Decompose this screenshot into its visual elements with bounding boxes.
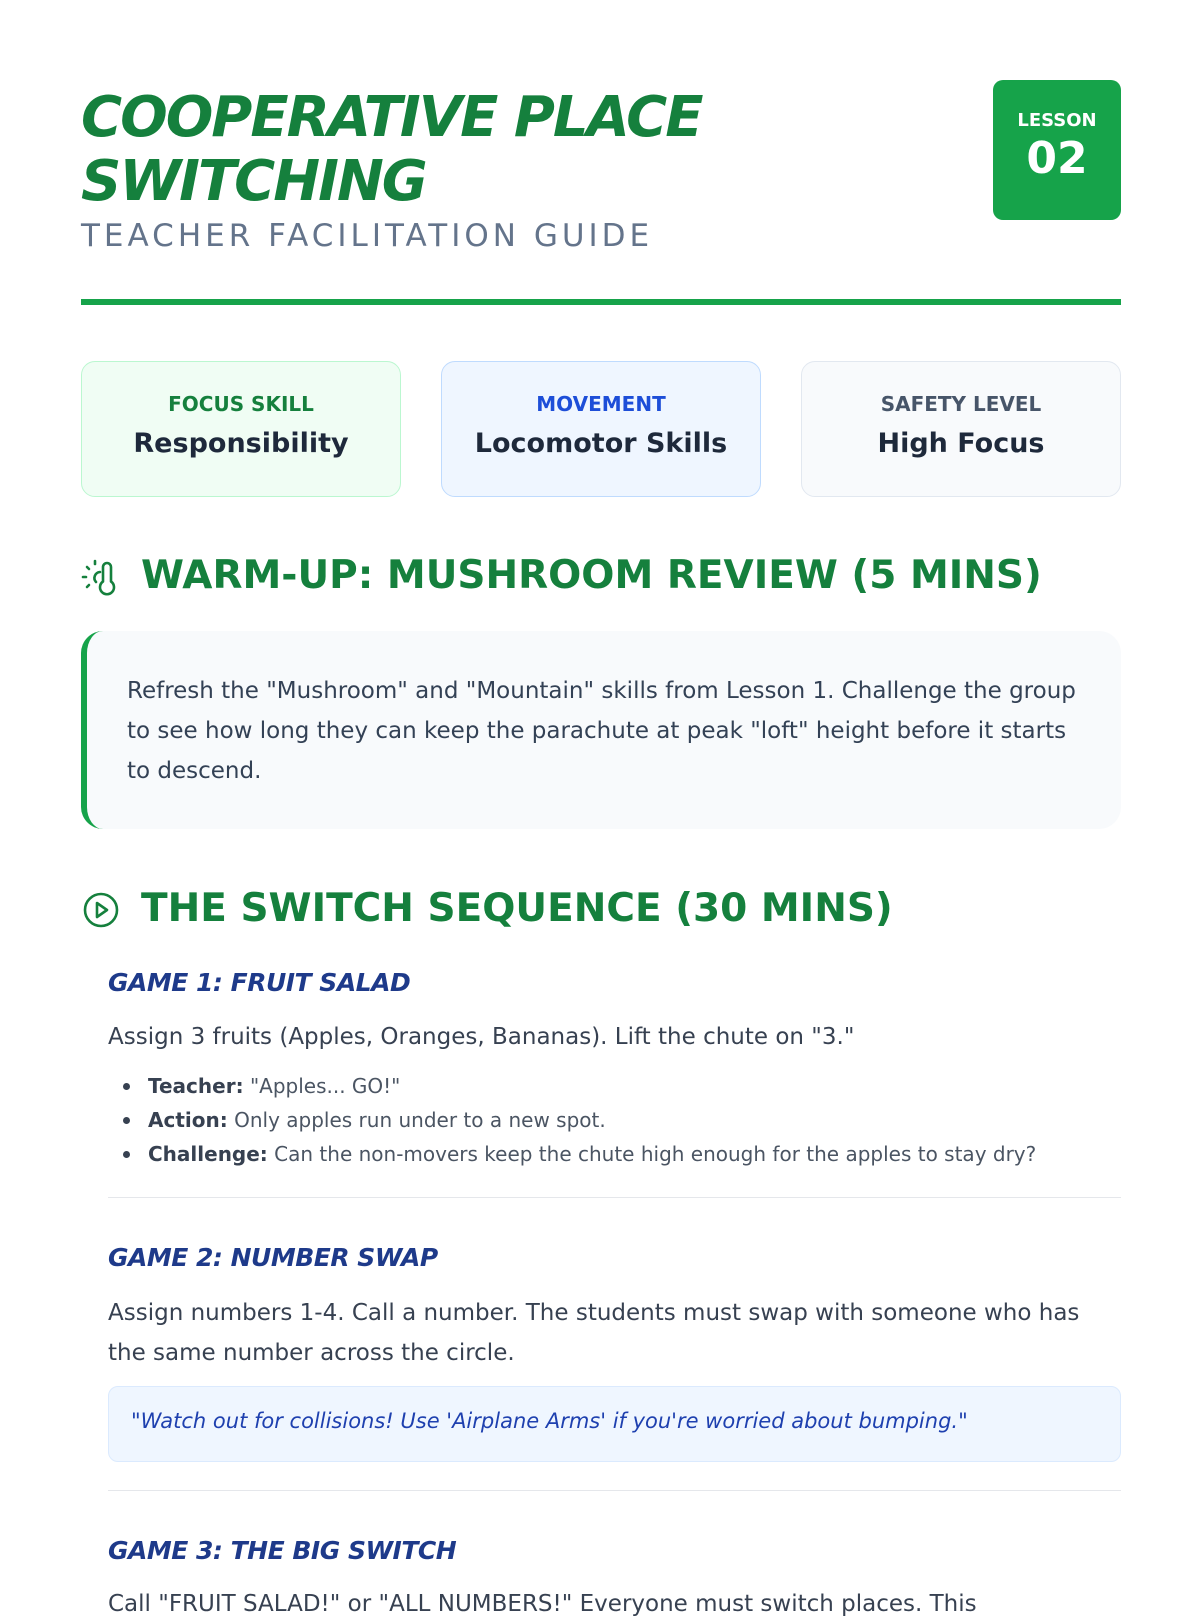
lesson-badge [993, 80, 1121, 220]
game-1-steps [121, 1069, 1121, 1171]
game-1-title: GAME 1: FRUIT SALAD [108, 968, 411, 997]
card-label: MOVEMENT [536, 392, 666, 416]
safety-level-card [801, 361, 1121, 497]
list-item [121, 1069, 1121, 1103]
bullet-text: Can the non-movers keep the chute high enough for the apples to stay dry? [274, 1142, 1037, 1166]
info-cards [81, 361, 1121, 497]
card-value: Locomotor Skills [474, 428, 728, 459]
game-2-description: Assign numbers 1-4. Call a number. The students must swap with someone who has the same number across the circle. [108, 1300, 1080, 1366]
lesson-number: 02 [1026, 133, 1088, 184]
game-divider [108, 1490, 1121, 1491]
list-item [121, 1103, 1121, 1137]
bullet-text: Only apples run under to a new spot. [234, 1108, 606, 1132]
warmup-callout [81, 631, 1121, 829]
bullet-key: Action: [148, 1108, 228, 1132]
card-value: High Focus [877, 428, 1045, 459]
card-label: SAFETY LEVEL [880, 392, 1042, 416]
page-title: COOPERATIVE PLACE SWITCHING [81, 85, 702, 214]
game-2-title: GAME 2: NUMBER SWAP [108, 1243, 438, 1272]
guide-header [81, 80, 1121, 302]
game-3-title: GAME 3: THE BIG SWITCH [108, 1536, 457, 1565]
bullet-key: Challenge: [148, 1142, 268, 1166]
warmup-heading [81, 551, 1121, 601]
list-item [121, 1137, 1121, 1171]
section-title: THE SWITCH SEQUENCE (30 MINS) [141, 886, 893, 931]
card-value: Responsibility [133, 428, 349, 459]
bullet-key: Teacher: [148, 1074, 244, 1098]
quote-text: "Watch out for collisions! Use 'Airplane Arms' if you're worried about bumping." [131, 1409, 968, 1433]
warmup-text: Refresh the "Mushroom" and "Mountain" skills from Lesson 1. Challenge the group to see how long they can keep the parachute at peak "loft" height before it starts to descend. [127, 678, 1076, 784]
page-subtitle: TEACHER FACILITATION GUIDE [81, 218, 654, 254]
game-divider [108, 1197, 1121, 1198]
header-divider [81, 299, 1121, 305]
card-label: FOCUS SKILL [168, 392, 314, 416]
section-title: WARM-UP: MUSHROOM REVIEW (5 MINS) [141, 553, 1042, 598]
thermometer-sun-icon [81, 557, 121, 597]
movement-card [441, 361, 761, 497]
play-circle-icon [81, 890, 121, 930]
focus-skill-card [81, 361, 401, 497]
lesson-label: LESSON [1017, 110, 1097, 131]
game-1-description: Assign 3 fruits (Apples, Oranges, Bananas). Lift the chute on "3." [108, 1024, 855, 1050]
bullet-text: "Apples... GO!" [249, 1074, 401, 1098]
sequence-heading [81, 884, 1121, 934]
game-3-description: Call "FRUIT SALAD!" or "ALL NUMBERS!" Everyone must switch places. This [108, 1591, 977, 1617]
lesson-guide-page [81, 0, 1121, 1617]
safety-quote [108, 1386, 1121, 1462]
